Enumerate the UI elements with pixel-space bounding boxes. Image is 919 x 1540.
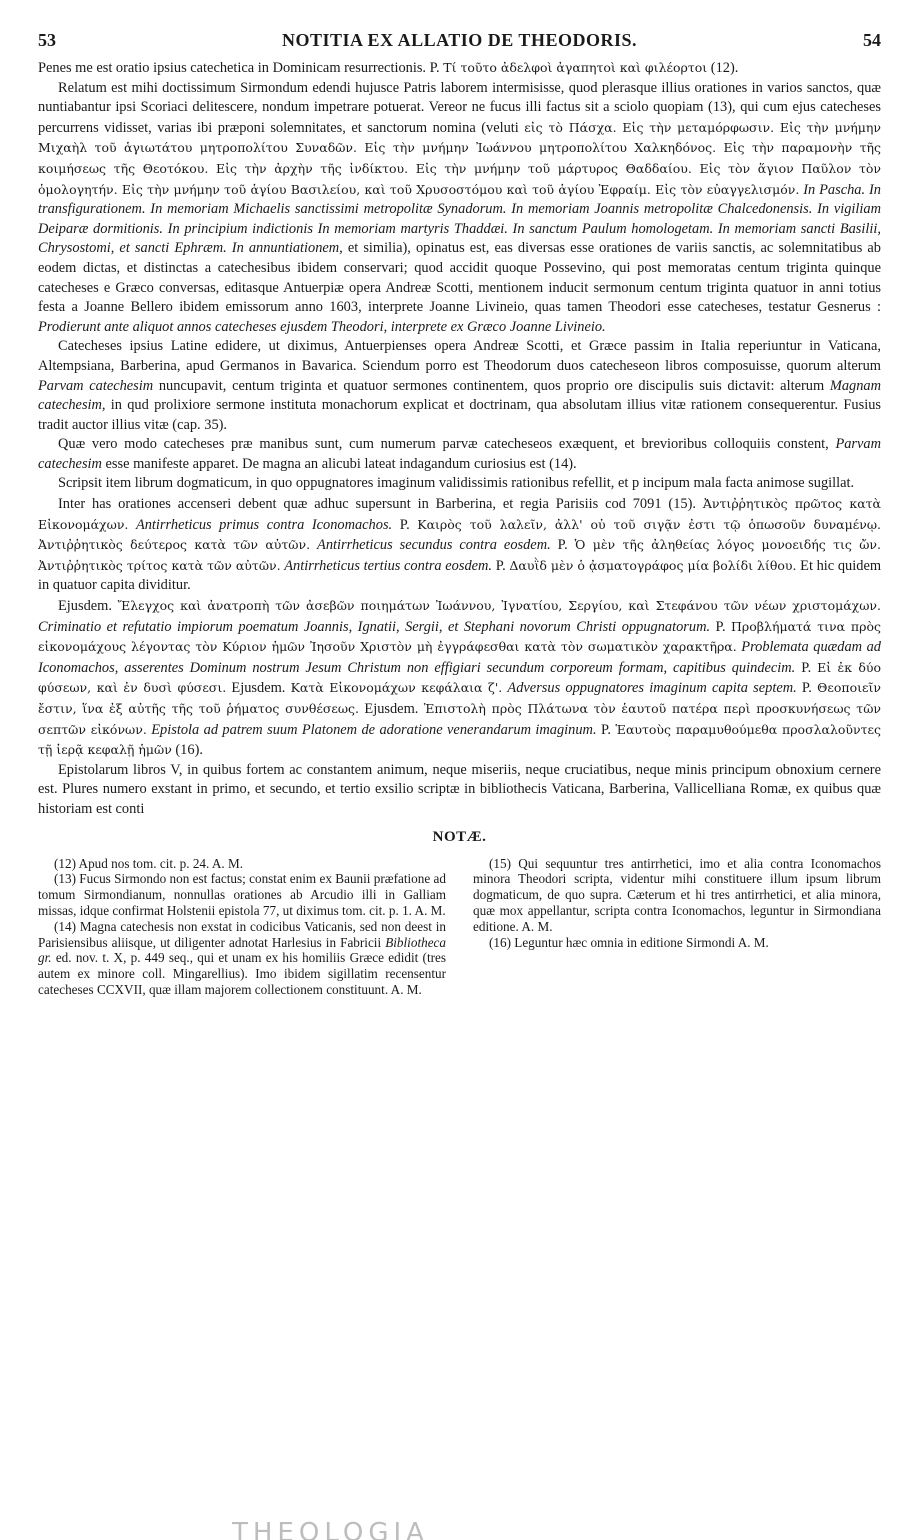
- text-run: ed. nov. t. X, p. 449 seq., qui et unam ex his homiliis Græce edidit (tres autem ex minore coll. Mingarellius). Imo ibidem sigillatim recensentur catecheses CCXVII, quæ illam majorem collectionem constituunt. A. M.: [38, 950, 446, 997]
- text-run: Scripsit item librum dogmaticum, in quo oppugnatores imaginum validissimis rationibus refellit, et p incipum mala facta animose sugillat.: [58, 475, 855, 492]
- text-run: P.: [492, 557, 510, 574]
- text-run: Ejusdem.: [58, 598, 118, 615]
- paragraph: [38, 435, 881, 474]
- running-header: [38, 30, 881, 58]
- greek-text: Δαυῒδ μὲν ὁ ᾀσματογράφος μία βολίδι λίθου.: [509, 557, 797, 573]
- greek-text: εἰς τὸ Πάσχα. Εἰς τὴν μεταμόρφωσιν. Εἰς τὴν μνήμην Μιχαὴλ τοῦ ἁγιωτάτου μητροπολίτου Συναδῶν. Εἰς τὴν μνήμην Ἰωάννου μητροπολίτου Χαλκηδόνος. Εἰς τὴν παραμονὴν τῆς κοιμήσεως τῆς Θεοτόκου. Εἰς τὴν ἀρχὴν τῆς ἰνδίκτου. Εἰς τὴν μνήμην τοῦ μάρτυρος Θαδδαίου. Εἰς τὸν ἅγιον Παῦλον τὸν ὁμολογητήν. Εἰς τὴν μνήμην τοῦ ἁγίου Βασιλείου, καὶ τοῦ Χρυσοστόμου καὶ τοῦ ἁγίου Ἐφραίμ. Εἰς τὸν εὐαγγελισμόν.: [38, 119, 882, 197]
- footnote-14: [38, 919, 446, 998]
- text-run: (12).: [707, 60, 739, 76]
- text-run: P.: [596, 721, 616, 738]
- main-text: [38, 58, 881, 820]
- italic-text: Prodierunt ante aliquot annos catecheses ejusdem Theodori, interprete ex Græco Joanne Livineio.: [38, 318, 606, 335]
- greek-text: Κατὰ Εἰκονομάχων κεφάλαια ζ'.: [290, 680, 503, 696]
- text-run: Catecheses ipsius Latine edidere, ut diximus, Antuerpienses opera Andreæ Scotti, et Græce passim in Italia reperiuntur in Vaticana, Altempsiana, Barberina, apud Germanos in Bavarica. Sciendum porro est Theodorum duos catecheseon libros composuisse, quorum alterum: [38, 338, 881, 374]
- footnotes-left-column: [38, 856, 446, 998]
- text-run: (14) Magna catechesis non exstat in codicibus Vaticanis, sed non deest in Parisiensibus aliisque, ut diligenter adnotat Harlesius in Fabricii: [38, 918, 446, 950]
- footnote-13: (13) Fucus Sirmondo non est factus; constat enim ex Baunii præfatione ad tomum Sirmondianum, nonnullas orationes ab Arcudio illi in Galliam missas, idque confirmat Holstenii epistola 77, ut diximus tom. cit. p. 1. A. M.: [38, 871, 446, 918]
- italic-text: Parvam catechesim: [38, 436, 881, 472]
- italic-text: In Pascha. In transfigurationem. In memoriam Michaelis sanctissimi metropolitæ Synadorum. In memoriam Joannis metropolitæ Chalcedonensis. In vigiliam Deiparæ dormitionis. In principium indictionis In memoriam martyris Thaddæi. In sanctum Paulum homologetam. In memoriam sancti Basilii, Chrysostomi, et sancti Ephræm. In annuntiationem,: [38, 181, 881, 257]
- greek-text: Ἑαυτοὺς παραμυθούμεθα προσλαλοῦντες τῇ ἱερᾷ κεφαλῇ ἡμῶν: [38, 721, 882, 758]
- page-number-left: 53: [38, 30, 56, 50]
- italic-text: Bibliotheca gr.: [38, 934, 446, 966]
- text-run: Ejusdem.: [226, 680, 291, 697]
- library-stamp: THEOLOGIA: [232, 1518, 429, 1540]
- paragraph: [38, 58, 881, 79]
- italic-text: Magnam catechesim,: [38, 377, 881, 414]
- greek-text: Εἰ ἐκ δύο φύσεων, καὶ ἐν δυσὶ φύσεσι.: [38, 659, 881, 696]
- text-run: Quæ vero modo catecheses præ manibus sunt, cum numerum parvæ catecheseos exæquent, et brevioribus colloquiis constent,: [58, 436, 836, 453]
- document-page: [38, 30, 881, 998]
- text-run: Inter has orationes accenseri debent quæ adhuc supersunt in Barberina, et regia Parisiis cod 7091 (15).: [58, 496, 703, 513]
- greek-text: Προβλήματά τινα πρὸς εἰκονομάχους λέγοντας τὸν Κύριον ἡμῶν Ἰησοῦν Χριστὸν μὴ ἐγγράφεσθαι κατὰ τὸν σωματικὸν χαρακτῆρα.: [38, 618, 881, 655]
- text-run: P.: [710, 618, 732, 635]
- italic-text: Antirrheticus tertius contra eosdem.: [280, 557, 493, 574]
- text-run: P.: [796, 680, 818, 697]
- text-run: P.: [550, 537, 575, 554]
- footnotes: [38, 856, 881, 998]
- italic-text: Epistola ad patrem suum Platonem de adoratione venerandarum imaginum.: [146, 721, 597, 738]
- text-run: et similia), opinatus est, eas diversas esse orationes de variis sanctis, ac solemnitatibus ab eodem dictas, et distinctas a catechesibus ibidem conservari; quod accidit quoque Possevino, qui post memoratas centum triginta quinque catecheses e Græco conversas, editasque Antuerpiæ opera Andreæ Scotti, mentionem inducit sermonum centum triginta quatuor in anni totius festa a Joanne Bellero ibidem emissorum anno 1603, interprete Joanne Livineio, quas tamen Theodori esse catecheses, testatur Gesnerus :: [38, 240, 881, 316]
- paragraph: [38, 337, 881, 435]
- text-run: in qud prolixiore sermone instituta monachorum explicat et doctrinam, qua absolutam illius vitæ rationem consequerentur. Fusius tradit auctor illius vitæ (cap. 35).: [38, 397, 881, 433]
- running-title: NOTITIA EX ALLATIO DE THEODORIS.: [282, 30, 637, 50]
- footnote-16: (16) Leguntur hæc omnia in editione Sirmondi A. M.: [489, 934, 769, 950]
- page-number-right: 54: [863, 30, 881, 50]
- text-run: (16).: [171, 742, 203, 759]
- greek-text: Καιρὸς τοῦ λαλεῖν, ἀλλ' οὐ τοῦ σιγᾷν ἐστι τῷ ὁπωσοῦν δυναμένῳ. Ἀντιῤῥητικὸς δεύτερος κατὰ τῶν αὐτῶν.: [38, 516, 881, 553]
- paragraph: [38, 596, 881, 761]
- text-run: esse manifeste apparet. De magna an alicubi lateat indagandum curiosius est (14).: [101, 455, 577, 472]
- italic-text: Antirrheticus primus contra Iconomachos.: [128, 516, 393, 533]
- greek-text: Ἔλεγχος καὶ ἀνατροπὴ τῶν ἀσεβῶν ποιημάτων Ἰωάννου, Ἰγνατίου, Σεργίου, καὶ Στεφάνου τῶν νέων χριστομάχων.: [117, 598, 881, 614]
- text-run: Penes me est oratio ipsius catechetica in Dominicam resurrectionis. P.: [38, 60, 444, 76]
- text-run: Relatum est mihi doctissimum Sirmondum edendi hujusce Patris laborem intermisisse, quod plerasque illius orationes in varios sanctos, quæ nuntiabantur ipsi Scoriaci delitescere, nondum impetrare potuerat. Vereor ne fucus illi factus sit a sciolo quopiam (13), qui cum ejus catecheses percurrens vidisset, varias ibi præponi solemnitates, et sanctorum nomina (veluti: [38, 79, 881, 136]
- text-run: P.: [795, 659, 818, 676]
- italic-text: Problemata quædam ad Iconomachos, asserentes Dominum nostrum Jesum Christum non effigiari secundum corporeum formam, capitibus quindecim.: [38, 639, 882, 676]
- footnote-15: (15) Qui sequuntur tres antirrhetici, imo et alia contra Iconomachos minora Theodori scripta, videntur mihi constituere illum ipsum librum dogmaticum, de quo supra. Cæterum et hi tres antirrhetici, et alia minora, quæ mox appellantur, scripta contra Iconomachos, leguntur in Sirmondiana editione. A. M.: [473, 855, 881, 934]
- footnote-12: (12) Apud nos tom. cit. p. 24. A. M.: [54, 855, 244, 871]
- greek-text: Θεοποιεῖν ἔστιν, ἵνα ἐξ αὐτῆς τῆς τοῦ ῥήματος συνθέσεως.: [38, 680, 881, 716]
- text-run: Et hic quidem in quatuor capita dividitur.: [38, 557, 882, 594]
- italic-text: Antirrheticus secundus contra eosdem.: [310, 537, 551, 554]
- paragraph: [38, 79, 881, 338]
- paragraph: [38, 474, 881, 494]
- italic-text: Adversus oppugnatores imaginum capita septem.: [502, 680, 797, 697]
- greek-text: Ἐπιστολὴ πρὸς Πλάτωνα τὸν ἑαυτοῦ πατέρα περὶ προσκυνήσεως τῶν σεπτῶν εἰκόνων.: [38, 701, 882, 737]
- greek-text: Τί τοῦτο ἀδελφοὶ ἀγαπητοὶ καὶ φιλέορτοι: [443, 60, 708, 75]
- text-run: Ejusdem.: [359, 701, 424, 717]
- notes-heading: NOTÆ.: [432, 828, 487, 845]
- text-run: P.: [392, 516, 418, 533]
- italic-text: Criminatio et refutatio impiorum poematum Joannis, Ignatii, Sergii, et Stephani novorum Christi oppugnatorum.: [38, 618, 711, 635]
- text-run: Epistolarum libros V, in quibus fortem ac constantem animum, neque miseriis, neque cruciatibus, neque minis principum obnoxium cernere est. Plures numero exstant in primo, et secundo, et tertio exsilio scriptæ in bibliothecis Vaticana, Barberina, Vallicelliana Romæ, ex quibus quæ historiam est conti: [38, 761, 881, 817]
- footnotes-right-column: [473, 856, 881, 998]
- paragraph: [38, 761, 881, 820]
- text-run: nuncupavit, centum triginta et quatuor sermones continentem, quos proprio ore discipulis suis dictavit: alterum: [153, 377, 830, 394]
- italic-text: Parvam catechesim: [38, 377, 154, 394]
- greek-text: Ἀντιῤῥητικὸς πρῶτος κατὰ Εἰκονομάχων.: [38, 496, 881, 532]
- greek-text: Ὁ μὲν τῆς ἀληθείας λόγος μονοειδής τις ὤν. Ἀντιῤῥητικὸς τρίτος κατὰ τῶν αὐτῶν.: [38, 537, 881, 573]
- paragraph: [38, 494, 881, 596]
